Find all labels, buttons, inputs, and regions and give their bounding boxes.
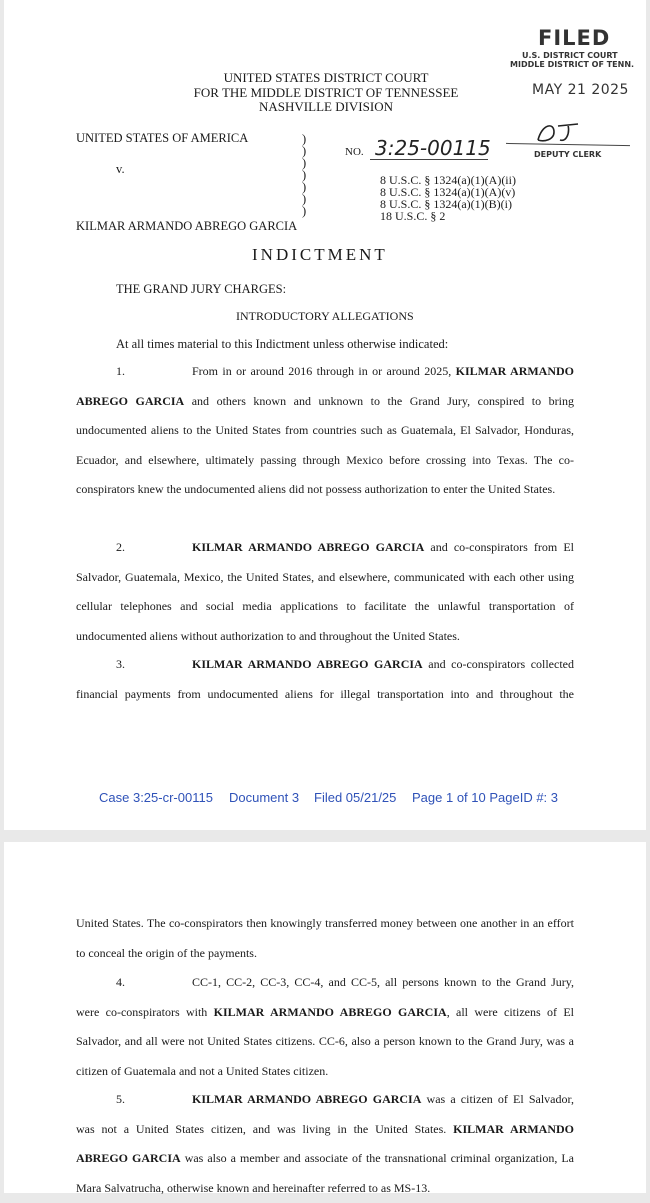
case-number-label: NO. <box>345 146 364 158</box>
paragraph-text: was also a member and associate of the transnational criminal organization, La Mara Salvatrucha, otherwise known and hereinafter referred to as MS-13. <box>76 1151 574 1195</box>
footer-case-number: Case 3:25-cr-00115 <box>99 790 213 805</box>
caption-parentheses: ) ) ) ) ) ) ) <box>302 132 307 218</box>
paragraph-4 <box>76 968 574 1086</box>
paragraph-3 <box>76 650 574 709</box>
deputy-clerk-label: DEPUTY CLERK <box>534 150 602 159</box>
paragraph-text: and others known and unknown to the Grand Jury, conspired to bring undocumented aliens to the United States from countries such as Guatemala, El Salvador, Honduras, Ecuador, and elsewhere, ultimately passing through Mexico before crossing into Texas. The co-conspirators knew the undocumented aliens did not possess authorization to enter the United States. <box>76 393 574 497</box>
paragraph-3-continued <box>76 909 574 968</box>
statute-4: 18 U.S.C. § 2 <box>380 209 446 223</box>
deputy-signature-icon <box>532 120 592 146</box>
paragraph-number: 3. <box>116 657 125 671</box>
court-name: UNITED STATES DISTRICT COURT <box>223 70 429 85</box>
intro-sentence: At all times material to this Indictment unless otherwise indicated: <box>116 337 449 351</box>
paragraph-number: 4. <box>116 975 125 989</box>
statute-3: 8 U.S.C. § 1324(a)(1)(B)(i) <box>380 197 512 211</box>
document-title: INDICTMENT <box>252 245 388 264</box>
paragraph-number: 1. <box>116 364 125 378</box>
paragraph-text: and co-conspirators collected financial payments from undocumented aliens for illegal transportation into and throughout the <box>76 657 574 701</box>
court-division: NASHVILLE DIVISION <box>259 99 393 114</box>
paragraph-5 <box>76 1085 574 1203</box>
defendant-name-bold: KILMAR ARMANDO <box>455 364 575 378</box>
paragraph-text: , all were citizens of El Salvador, and all were not United States citizens. CC-6, also a person known to the Grand Jury, was a citizen of Guatemala and not a United States citizen. <box>76 1004 575 1078</box>
paragraph-number: 2. <box>116 540 125 554</box>
plaintiff-name: UNITED STATES OF AMERICA <box>76 131 249 145</box>
footer-filed-date: Filed 05/21/25 <box>314 790 397 805</box>
footer-page-id: Page 1 of 10 PageID #: 3 <box>412 790 558 805</box>
grand-jury-charges: THE GRAND JURY CHARGES: <box>116 282 287 296</box>
filed-stamp-date: MAY 21 2025 <box>532 82 629 98</box>
paragraph-text: CC-1, CC-2, CC-3, CC-4, and CC-5, all persons known to the Grand Jury, were co-conspirators with <box>76 975 574 1019</box>
defendant-name-bold: KILMAR ARMANDO ABREGO GARCIA <box>192 657 423 671</box>
defendant-name-bold: KILMAR ARMANDO ABREGO GARCIA <box>213 1004 447 1019</box>
defendant-name-bold: KILMAR ARMANDO ABREGO GARCIA <box>192 540 425 554</box>
paragraph-text: United States. The co-conspirators then knowingly transferred money between one another in an effort to conceal the origin of the payments. <box>76 916 574 960</box>
defendant-name-bold: GARCIA <box>132 1151 181 1166</box>
versus-label: v. <box>116 162 125 176</box>
document-page-2 <box>4 842 646 1193</box>
statute-2: 8 U.S.C. § 1324(a)(1)(A)(v) <box>380 185 516 199</box>
defendant-name-bold: KILMAR ARMANDO ABREGO GARCIA <box>192 1092 422 1106</box>
defendant-name-bold: KILMAR ARMANDO ABREGO <box>76 1121 575 1166</box>
filed-stamp-court: U.S. DISTRICT COURT <box>522 51 618 60</box>
case-number-handwritten: 3:25-00115 <box>375 136 491 160</box>
paragraph-1 <box>76 357 574 505</box>
filed-stamp-title: FILED <box>538 26 611 50</box>
court-district: FOR THE MIDDLE DISTRICT OF TENNESSEE <box>193 85 459 100</box>
paragraph-2 <box>76 533 574 651</box>
footer-document: Document 3 <box>229 790 300 805</box>
statute-1: 8 U.S.C. § 1324(a)(1)(A)(ii) <box>380 173 516 187</box>
case-number-underline <box>370 159 488 160</box>
filed-stamp-district: MIDDLE DISTRICT OF TENN. <box>510 60 635 69</box>
defendant-name: KILMAR ARMANDO ABREGO GARCIA <box>76 219 298 233</box>
paragraph-text: was a citizen of El Salvador, was not a United States citizen, and was living in the United States. <box>76 1092 575 1136</box>
paragraph-number: 5. <box>116 1092 125 1106</box>
paragraph-text: and co-conspirators from El Salvador, Guatemala, Mexico, the United States, and elsewhere, communicated with each other using cellular telephones and social media applications to facilitate the unlawful transportation of undocumented aliens without authorization to and throughout the United States. <box>76 540 575 643</box>
section-title: INTRODUCTORY ALLEGATIONS <box>236 309 414 323</box>
defendant-name-bold: ABREGO GARCIA <box>76 393 185 408</box>
document-page-1 <box>4 0 646 830</box>
paragraph-text: From in or around 2016 through in or around 2025, <box>192 364 452 378</box>
